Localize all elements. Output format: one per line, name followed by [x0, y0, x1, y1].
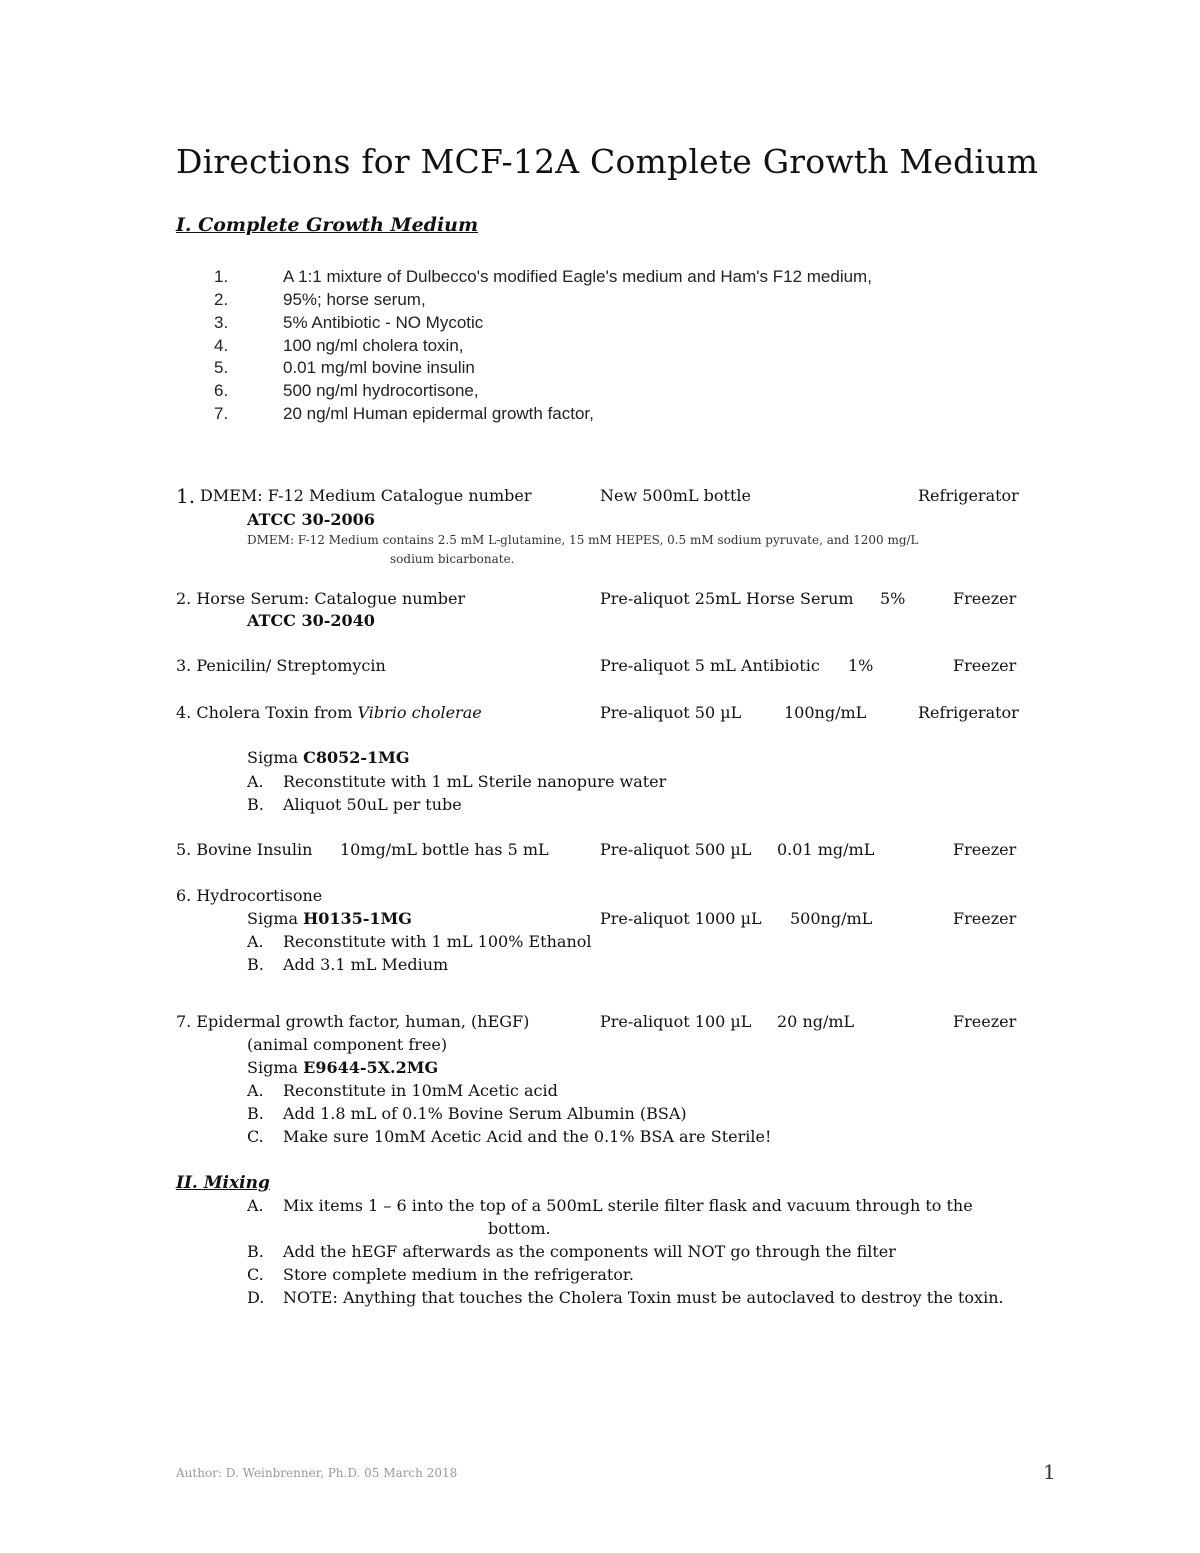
footer-author: Author: D. Weinbrenner, Ph.D. 05 March 2018 [176, 1466, 458, 1480]
step-text: Make sure 10mM Acetic Acid and the 0.1% BSA are Sterile! [283, 1127, 772, 1146]
component-storage: Freezer [953, 656, 1017, 675]
component-concentration: 1% [848, 656, 874, 675]
sigma-catalog [247, 909, 412, 928]
component-name: 2. Horse Serum: Catalogue number [176, 589, 466, 608]
list-item-number: 7. [214, 404, 229, 423]
component-prep: Pre-aliquot 500 µL [600, 840, 752, 859]
component-storage: Freezer [953, 1012, 1017, 1031]
sigma-prefix: Sigma [247, 1058, 304, 1077]
component-name: 3. Penicilin/ Streptomycin [176, 656, 386, 675]
component-name: 5. Bovine Insulin [176, 840, 313, 859]
list-item-number: 5. [214, 358, 229, 377]
list-item-number: 6. [214, 381, 229, 400]
sigma-prefix: Sigma [247, 748, 304, 767]
component-name: 7. Epidermal growth factor, human, (hEGF) [176, 1012, 530, 1031]
component-number: 1. [176, 484, 196, 508]
list-item-number: 3. [214, 313, 229, 332]
step-text: Reconstitute with 1 mL 100% Ethanol [283, 932, 592, 951]
step-text: Add 1.8 mL of 0.1% Bovine Serum Albumin (BSA) [283, 1104, 687, 1123]
step-text-continued: bottom. [488, 1219, 551, 1238]
component-concentration: 0.01 mg/mL [777, 840, 875, 859]
step-text: Aliquot 50uL per tube [283, 795, 462, 814]
step-letter: A. [247, 772, 264, 791]
section-heading-complete-growth-medium: I. Complete Growth Medium [176, 214, 479, 236]
component-subname: (animal component free) [247, 1035, 448, 1054]
list-item: A 1:1 mixture of Dulbecco's modified Eagle's medium and Ham's F12 medium, [283, 267, 872, 286]
step-letter: B. [247, 955, 264, 974]
sigma-code: E9644-5X.2MG [303, 1058, 439, 1077]
component-name [176, 703, 482, 722]
catalog-number: ATCC 30-2006 [247, 510, 375, 529]
list-item: 500 ng/ml hydrocortisone, [283, 381, 479, 400]
component-concentration: 5% [880, 589, 906, 608]
catalog-number: ATCC 30-2040 [247, 611, 375, 630]
component-storage: Freezer [953, 589, 1017, 608]
component-prep: Pre-aliquot 5 mL Antibiotic [600, 656, 820, 675]
step-text: Add the hEGF afterwards as the components will NOT go through the filter [283, 1242, 896, 1261]
sigma-code: C8052-1MG [303, 748, 410, 767]
list-item: 5% Antibiotic - NO Mycotic [283, 313, 484, 332]
list-item: 95%; horse serum, [283, 290, 426, 309]
sigma-prefix: Sigma [247, 909, 304, 928]
list-item: 100 ng/ml cholera toxin, [283, 336, 464, 355]
section-heading-mixing: II. Mixing [176, 1173, 270, 1193]
step-letter: D. [247, 1288, 265, 1307]
step-text: Reconstitute in 10mM Acetic acid [283, 1081, 558, 1100]
component-storage: Freezer [953, 909, 1017, 928]
list-item-number: 4. [214, 336, 229, 355]
component-name: DMEM: F-12 Medium Catalogue number [200, 486, 532, 505]
component-prep: New 500mL bottle [600, 486, 751, 505]
step-text: Reconstitute with 1 mL Sterile nanopure water [283, 772, 667, 791]
step-letter: C. [247, 1265, 264, 1284]
component-storage: Refrigerator [918, 486, 1019, 505]
list-item-number: 2. [214, 290, 229, 309]
component-prep: Pre-aliquot 1000 µL [600, 909, 762, 928]
sigma-catalog [247, 748, 410, 767]
step-letter: A. [247, 932, 264, 951]
step-letter: B. [247, 795, 264, 814]
component-prep: Pre-aliquot 50 µL [600, 703, 742, 722]
step-text: NOTE: Anything that touches the Cholera Toxin must be autoclaved to destroy the toxin. [283, 1288, 1004, 1307]
component-detail: 10mg/mL bottle has 5 mL [340, 840, 549, 859]
component-concentration: 500ng/mL [790, 909, 873, 928]
component-concentration: 20 ng/mL [777, 1012, 855, 1031]
page-number: 1 [1043, 1460, 1056, 1484]
component-storage: Refrigerator [918, 703, 1019, 722]
step-text: Add 3.1 mL Medium [283, 955, 449, 974]
component-prep: Pre-aliquot 100 µL [600, 1012, 752, 1031]
page-title: Directions for MCF-12A Complete Growth Medium [176, 142, 1039, 181]
step-letter: B. [247, 1104, 264, 1123]
list-item: 0.01 mg/ml bovine insulin [283, 358, 475, 377]
step-letter: A. [247, 1081, 264, 1100]
component-concentration: 100ng/mL [784, 703, 867, 722]
sigma-catalog [247, 1058, 438, 1077]
step-letter: A. [247, 1196, 264, 1215]
step-text: Mix items 1 – 6 into the top of a 500mL sterile filter flask and vacuum through to the [283, 1196, 973, 1215]
component-prep: Pre-aliquot 25mL Horse Serum [600, 589, 854, 608]
step-letter: B. [247, 1242, 264, 1261]
step-text: Store complete medium in the refrigerator. [283, 1265, 634, 1284]
component-note: DMEM: F-12 Medium contains 2.5 mM L-glutamine, 15 mM HEPES, 0.5 mM sodium pyruvate, and 1200 mg/L [247, 533, 919, 547]
component-storage: Freezer [953, 840, 1017, 859]
sigma-code: H0135-1MG [303, 909, 412, 928]
list-item: 20 ng/ml Human epidermal growth factor, [283, 404, 594, 423]
component-name-prefix: 4. Cholera Toxin from [176, 703, 358, 722]
component-note: sodium bicarbonate. [390, 552, 515, 566]
component-name-species: Vibrio cholerae [357, 703, 482, 722]
list-item-number: 1. [214, 267, 229, 286]
component-name: 6. Hydrocortisone [176, 886, 323, 905]
step-letter: C. [247, 1127, 264, 1146]
